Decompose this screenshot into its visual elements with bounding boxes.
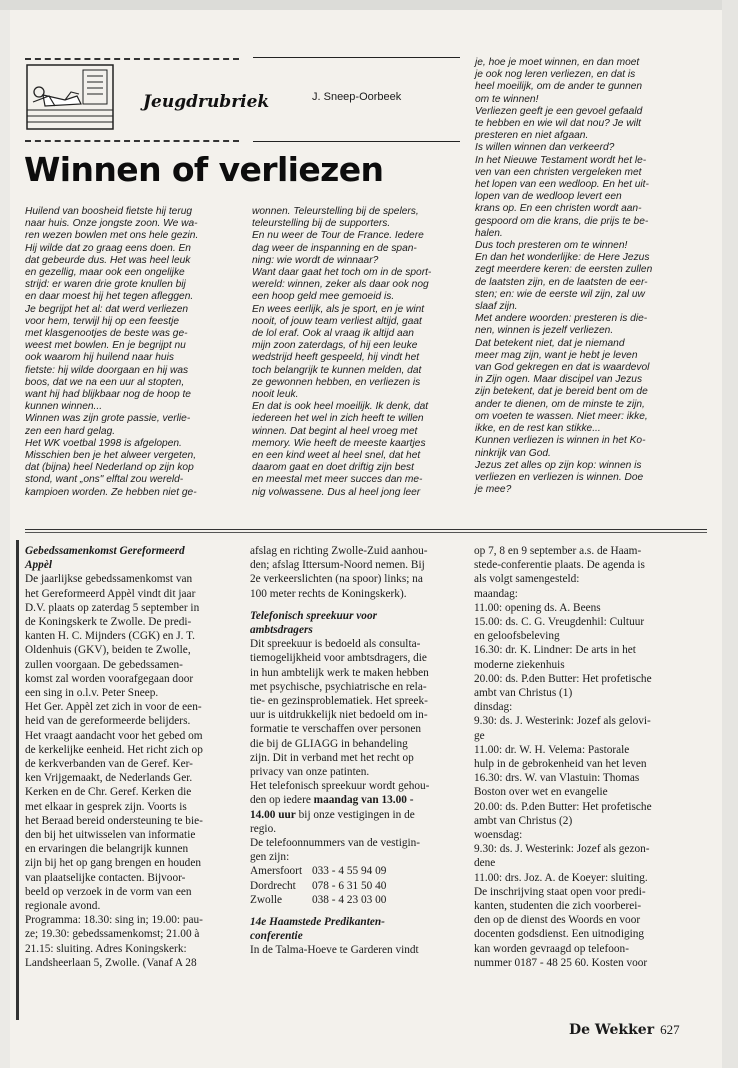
text-line: 9.30: ds. J. Westerink: Jozef als gezon-	[474, 843, 650, 856]
author-name: J. Sneep-Oorbeek	[312, 91, 402, 103]
text-line: mijn zoon zaterdags, of hij een leuke	[252, 340, 418, 352]
phone-row	[250, 879, 429, 893]
text-line: 11.00: drs. Joz. A. de Koeyer: sluiting.	[474, 871, 648, 884]
article-column-1	[25, 206, 198, 499]
text-line: D.V. plaats op zaterdag 5 september in	[25, 601, 200, 614]
text-line: lopen van de wedloop levert een	[475, 191, 622, 203]
heading-haamstede-conferentie	[250, 915, 429, 943]
section-divider	[25, 529, 707, 530]
text-line: fietste: hij wilde doorgaan en hij was	[25, 364, 189, 376]
text-line: halen.	[475, 227, 503, 239]
text-line: boos, dat we na een uur al stopten,	[25, 376, 185, 388]
text-line: Hij wilde dat zo graag eens doen. En	[25, 242, 191, 254]
text-line: in Zijn ogen. Maar discipel van Jezus	[475, 374, 643, 386]
text-line: om te winnen!	[475, 93, 539, 105]
text-line: de kerkverbanden van de Geref. Ker-	[25, 758, 193, 771]
text-line: zen een hard gelag.	[25, 425, 116, 437]
text-line: docenten godsdienst. Een uitnodiging	[474, 928, 645, 941]
text-line: moderne ziekenhuis	[474, 658, 565, 671]
text-line: maandag:	[474, 587, 518, 600]
notice-2-hours-line	[250, 793, 429, 807]
text-line: en ervaringen die belangrijk kunnen	[25, 843, 189, 856]
text-line: ander te dienen, om de minste te zijn,	[475, 398, 645, 410]
text-line: Het telefonisch spreekuur wordt gehou-	[250, 780, 430, 793]
heading-line: conferentie	[250, 930, 303, 943]
notice-2-hours-line-2	[250, 808, 429, 822]
text-line: En nu weer de Tour de France. Iedere	[252, 230, 424, 242]
text-line: meer mag zijn, want je hebt je leven	[475, 349, 638, 361]
text-line: presteren en niet afgaan.	[475, 130, 589, 142]
text-line: 15.00: ds. C. G. Vreugdenhil: Cultuur	[474, 616, 645, 629]
text-line: wonnen. Teleurstelling bij de spelers,	[252, 206, 419, 217]
text-line: woensdag:	[474, 829, 523, 842]
text-line: van plaatselijke contacten. Bijvoor-	[25, 871, 186, 884]
text-line: Je begrijpt het al: dat werd verliezen	[25, 303, 189, 315]
text-line: beeld op verzoek in de vorm van een	[25, 885, 192, 898]
text-line: 9.30: ds. J. Westerink: Jozef als gelovi-	[474, 715, 651, 728]
text-line: uur is uitdrukkelijk niet bedoeld om in-	[250, 709, 428, 722]
text-line: zijn. Dit in verband met het recht op	[250, 751, 414, 764]
article-column-2	[252, 206, 431, 499]
scan-edge-top	[0, 0, 738, 10]
text-line: gen zijn:	[250, 851, 290, 864]
notice-2-body	[250, 637, 429, 793]
text-line: kan worden gevraagd op telefoon-	[474, 942, 629, 955]
text-line: ninkrijk van God.	[475, 447, 551, 459]
reading-figure-icon	[25, 62, 115, 132]
text-line: ook waarom hij huilend naar huis	[25, 352, 174, 364]
text-line: dinsdag:	[474, 701, 513, 714]
text-line: In de Talma-Hoeve te Garderen vindt	[250, 944, 419, 957]
text-line: en daar moest hij het tegen afleggen.	[25, 291, 194, 303]
text-line: zijn betekent, dat je bereid bent om de	[475, 386, 648, 398]
text-line: ambt van Christus (1)	[474, 687, 573, 700]
text-line: ze; 19.30: gebedssamenkomst; 21.00 à	[25, 928, 200, 941]
text-line: stond, want „ons" elftal zou wereld-	[25, 474, 184, 486]
notice-column-2	[250, 544, 429, 958]
article-title: Winnen of verliezen	[24, 150, 384, 189]
text-line: Met andere woorden: presteren is die-	[475, 313, 648, 325]
phone-list	[250, 864, 429, 907]
text-line: heid van de gereformeerde belijders.	[25, 715, 191, 728]
text-line: nig volwassene. Dus al heel jong leer	[252, 486, 421, 498]
text-line: De jaarlijkse gebedssamenkomst van	[25, 573, 193, 586]
text-line: 11.00: opening ds. A. Beens	[474, 601, 601, 614]
text-line: tie- en gezinsproblematiek. Het spreek-	[250, 695, 428, 708]
notice-column-1	[25, 544, 203, 970]
heading-telefonisch-spreekuur	[250, 609, 429, 637]
text-line: Programma: 18.30: sing in; 19.00: pau-	[25, 914, 203, 927]
text-line: je, hoe je moet winnen, en dan moet	[475, 57, 640, 68]
text-line: En dat is ook heel moeilijk. Ik denk, dat	[252, 401, 429, 413]
text-line: op 7, 8 en 9 september a.s. de Haam-	[474, 545, 642, 557]
text-line: een hoop geld mee gemoeid is.	[252, 291, 395, 303]
text-line: heel moeilijk, om de ander te gunnen	[475, 81, 643, 93]
text-line: wereld: winnen, zeker als daar ook nog	[252, 279, 429, 291]
author-rule-bottom	[253, 141, 460, 142]
phone-number: 078 - 6 31 50 40	[312, 879, 387, 892]
text-line: ge	[474, 729, 485, 742]
text-line: stede-conferentie plaats. De agenda is	[474, 559, 645, 572]
text-line: dene	[474, 857, 496, 870]
text-line: 2e verkeerslichten (na spoor) links; na	[250, 573, 423, 586]
text-line: Winnen was zijn grote passie, verlie-	[25, 413, 191, 425]
text-line: In het Nieuwe Testament wordt het le-	[475, 154, 647, 166]
text-line: zegt meerdere keren: de eersten zullen	[475, 264, 653, 276]
text-line: verliezen en verliezen is winnen. Doe	[475, 471, 644, 483]
scan-edge-left	[0, 10, 10, 1068]
page-footer	[569, 1021, 680, 1039]
text-line: memory. Wie heeft de meeste kaartjes	[252, 437, 426, 449]
text-line: Oldenhuis (GKV), beiden te Zwolle,	[25, 644, 191, 657]
hours-bold-end: 14.00 uur	[250, 808, 296, 821]
text-line: ren wezen bowlen met ons hele gezin.	[25, 230, 199, 242]
text-line: Dus toch presteren om te winnen!	[475, 240, 628, 252]
text-line: als volgt samengesteld:	[474, 573, 580, 586]
text-line: krans op. En een christen wordt aan-	[475, 203, 642, 215]
text-line: de kerkelijke eenheid. Het richt zich op	[25, 743, 203, 756]
notice-left-bar	[16, 540, 19, 1020]
text-line: nooit, of jouw team verliest altijd, gaat	[252, 315, 422, 327]
text-line: den; afslag Ittersum-Noord nemen. Bij	[250, 559, 425, 572]
phone-row	[250, 864, 429, 878]
text-line: de Koningskerk te Zwolle. De predi-	[25, 616, 192, 629]
hours-suffix: bij onze vestigingen in de	[295, 808, 415, 821]
text-line: want hij had blijkbaar nog de hoop te	[25, 389, 191, 401]
text-line: dat (bijna) heel Nederland op zijn kop	[25, 462, 194, 474]
notice-3-intro	[250, 943, 429, 957]
text-line: Landsheerlaan 5, Zwolle. (Vanaf A 28	[25, 956, 197, 969]
text-line: Jezus zet alles op zijn kop: winnen is	[475, 459, 642, 471]
text-line: en een kind weet al heel snel, dat het	[252, 450, 421, 462]
phone-number: 033 - 4 55 94 09	[312, 865, 387, 878]
text-line: 20.00: ds. P.den Butter: Het profetische	[474, 672, 652, 685]
text-line: ken Vrijgemaakt, de Nederlands Ger.	[25, 772, 193, 785]
text-line: hulp in de gebrokenheid van het leven	[474, 758, 647, 771]
text-line: tiemogelijkheid voor ambtsdragers, die	[250, 652, 427, 665]
text-line: Het Ger. Appèl zet zich in voor de een-	[25, 701, 202, 714]
text-line: je ook nog leren verliezen, en dat is	[475, 69, 636, 81]
text-line: iedereen het wel in zich heeft te willen	[252, 413, 424, 425]
text-line: Appèl	[25, 559, 52, 572]
text-line: regio.	[250, 822, 277, 835]
text-line: 16.30: dr. K. Lindner: De arts in het	[474, 644, 636, 657]
heading-line: ambtsdragers	[250, 624, 313, 637]
text-line: te hebben en wie wil dat nou? Je wilt	[475, 118, 641, 130]
text-line: weest met bowlen. En je begrijpt nu	[25, 340, 186, 352]
phone-row	[250, 893, 429, 907]
text-line: Is willen winnen dan verkeerd?	[475, 142, 615, 154]
text-line: 16.30: drs. W. van Vlastuin: Thomas	[474, 772, 640, 785]
rubric-header	[25, 58, 270, 140]
text-line: zijn bij het op gang brengen en houden	[25, 857, 201, 870]
heading-line: Telefonisch spreekuur voor	[250, 609, 377, 622]
text-line: dag weer de inspanning en de span-	[252, 242, 417, 254]
text-line: nen, winnen is jezelf verliezen.	[475, 325, 614, 337]
dashed-rule-bottom	[25, 140, 239, 142]
text-line: het lopen van een wedloop. En het uit-	[475, 179, 649, 191]
page-number: 627	[660, 1022, 680, 1037]
text-line: zullen voorgaan. De gebedssamen-	[25, 658, 183, 671]
text-line: ning: wie wordt de winnaar?	[252, 254, 379, 266]
text-line: nummer 0187 - 48 25 60. Kosten voor	[474, 956, 648, 969]
notice-2-route	[250, 544, 429, 601]
text-line: in hun ambtelijk werk te maken hebben	[250, 666, 429, 679]
text-line: Want daar gaat het toch om in de sport-	[252, 267, 432, 279]
text-line: die bij de GLIAGG in behandeling	[250, 737, 408, 750]
text-line: Kunnen verliezen is winnen in het Ko-	[475, 435, 646, 447]
author-rule-top	[253, 57, 460, 58]
text-line: het Gereformeerd Appèl vindt dit jaar	[25, 587, 196, 600]
text-line: een sing in o.l.v. Peter Sneep.	[25, 687, 159, 700]
text-line: teleurstelling bij de supporters.	[252, 218, 391, 230]
text-line: kampioen worden. Ze hebben niet ge-	[25, 486, 197, 498]
text-line: regionale avond.	[25, 900, 101, 913]
text-line: Het WK voetbal 1998 is afgelopen.	[25, 437, 182, 449]
text-line: Verliezen geeft je een gevoel gefaald	[475, 105, 643, 117]
text-line: het Beraad bereid ondersteuning te bie-	[25, 814, 203, 827]
text-line: afslag en richting Zwolle-Zuid aanhou-	[250, 545, 428, 557]
text-line: En wees eerlijk, als je sport, en je wint	[252, 303, 425, 315]
hours-prefix: den op iedere	[250, 794, 314, 807]
text-line: met psychische, psychiatrische en rela-	[250, 680, 427, 693]
text-line: van God gekregen en dat is waardevol	[475, 362, 650, 374]
text-line: ikke, en de rest kan stikke...	[475, 423, 601, 435]
text-line: Boston over wet en evangelie	[474, 786, 608, 799]
phone-number: 038 - 4 23 03 00	[312, 893, 387, 906]
notice-2-phones-intro	[250, 822, 429, 865]
text-line: slaaf zijn.	[475, 301, 518, 313]
section-divider-thin	[25, 532, 707, 533]
text-line: privacy van onze patinten.	[250, 766, 370, 779]
text-line: sten; en: wie de eerste wil zijn, zal uw	[475, 288, 645, 300]
text-line: met elkaar in gesprek zijn. Voorts is	[25, 800, 187, 813]
text-line: en meestal met meer succes dan me-	[252, 474, 423, 486]
phone-place: Dordrecht	[250, 879, 296, 892]
text-line: kanten, studenten die zich voorberei-	[474, 900, 642, 913]
text-line: 100 meter rechts de Koningskerk).	[250, 587, 407, 600]
text-line: nooit leuk.	[252, 389, 299, 401]
text-line: naar huis. Onze jongste zoon. We wa-	[25, 218, 198, 230]
magazine-name: De Wekker	[569, 1022, 655, 1038]
text-line: den op de dienst des Woords en voor	[474, 914, 641, 927]
rubric-title: Jeugdrubriek	[143, 92, 270, 112]
text-line: Gebedssamenkomst Gereformeerd	[25, 545, 185, 557]
text-line: dat gebeurde dus. Het was heel leuk	[25, 254, 191, 266]
text-line: ze gewonnen hebben, en verliezen is	[252, 376, 421, 388]
article-column-3	[475, 57, 652, 496]
text-line: komst zal worden voorafgegaan door	[25, 672, 194, 685]
text-line: om voeten te wassen. Niet meer: ikke,	[475, 410, 648, 422]
notice-column-3	[474, 544, 652, 970]
text-line: ambt van Christus (2)	[474, 814, 573, 827]
scan-edge-right	[722, 0, 738, 1068]
dashed-rule-top	[25, 58, 239, 60]
text-line: Het vraagt aandacht voor het gebed om	[25, 729, 203, 742]
text-line: voor hem, terwijl hij op een feestje	[25, 315, 180, 327]
text-line: formatie te verschaffen over personen	[250, 723, 422, 736]
text-line: gespoord om die krans, die prijs te be-	[475, 215, 649, 227]
text-line: kunnen winnen...	[25, 401, 103, 413]
text-line: de lol eraf. Ook al vraag ik altijd aan	[252, 328, 414, 340]
text-line: De telefoonnummers van de vestigin-	[250, 837, 421, 850]
text-line: en geloofsbeleving	[474, 630, 560, 643]
heading-line: 14e Haamstede Predikanten-	[250, 916, 385, 929]
phone-place: Amersfoort	[250, 865, 303, 878]
hours-bold: maandag van 13.00 -	[313, 794, 414, 807]
text-line: 21.15: sluiting. Adres Koningskerk:	[25, 942, 187, 955]
text-line: Misschien ben je het alweer vergeten,	[25, 450, 197, 462]
phone-place: Zwolle	[250, 893, 282, 906]
text-line: de laatsten zijn, en de laatsten de eer-	[475, 276, 648, 288]
text-line: winnen. Dat begint al heel vroeg met	[252, 425, 418, 437]
text-line: De inschrijving staat open voor predi-	[474, 885, 646, 898]
text-line: Dit spreekuur is bedoeld als consulta-	[250, 638, 421, 651]
text-line: En dan het wonderlijke: de Here Jezus	[475, 252, 650, 264]
text-line: Huilend van boosheid fietste hij terug	[25, 206, 193, 217]
text-line: kanten H. C. Mijnders (CGK) en J. T.	[25, 630, 195, 643]
text-line: ven van een christen vergeleken met	[475, 166, 642, 178]
text-line: den bij het uitwisselen van informatie	[25, 829, 196, 842]
text-line: met klasgenootjes de beste was ge-	[25, 328, 188, 340]
text-line: je mee?	[475, 484, 512, 496]
text-line: daarom gaat en doet driftig zijn best	[252, 462, 414, 474]
text-line: Kerken en de Chr. Geref. Kerken die	[25, 786, 192, 799]
text-line: wedstrijd heeft gespeeld, hij vindt het	[252, 352, 420, 364]
text-line: 11.00: dr. W. H. Velema: Pastorale	[474, 743, 630, 756]
text-line: en gezellig, maar ook een ongelijke	[25, 267, 185, 279]
text-line: toch belangrijk te kunnen melden, dat	[252, 364, 422, 376]
text-line: 20.00: ds. P.den Butter: Het profetische	[474, 800, 652, 813]
text-line: Dat betekent niet, dat je niemand	[475, 337, 625, 349]
text-line: strijd: er waren drie grote knullen bij	[25, 279, 186, 291]
